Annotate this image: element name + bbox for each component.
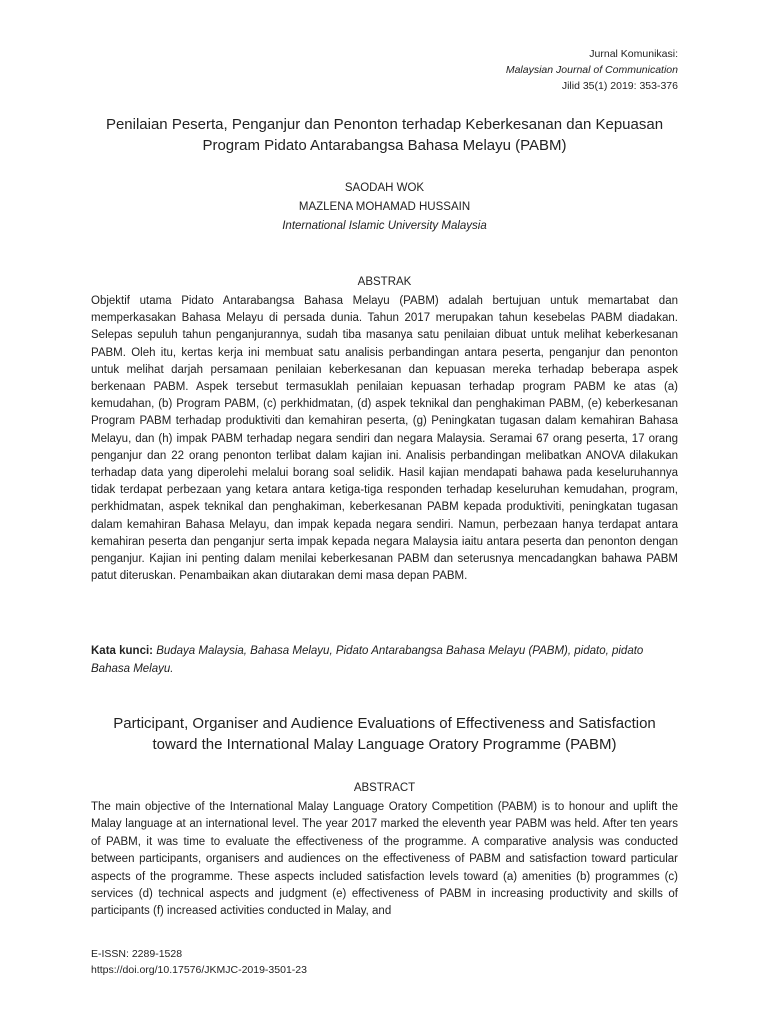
keywords [91,642,678,678]
title-malay-line1: Penilaian Peserta, Penganjur dan Penonton terhadap Keberkesanan dan Kepuasan [105,116,664,133]
keywords-label: Kata kunci: [91,645,153,657]
journal-name-english: Malaysian Journal of Communication [505,64,678,76]
doi-link[interactable]: https://doi.org/10.17576/JKMJC-2019-3501-23 [91,964,307,976]
journal-name: Jurnal Komunikasi: [589,48,678,60]
author-affiliation: International Islamic University Malaysia [282,220,487,232]
title-english-line2: toward the International Malay Language Oratory Programme (PABM) [152,736,617,753]
title-english-line1: Participant, Organiser and Audience Evaluations of Effectiveness and Satisfaction [113,715,656,732]
authors-block [91,179,678,236]
footer [91,946,307,978]
abstrak-body: Objektif utama Pidato Antarabangsa Bahasa Melayu (PABM) adalah bertujuan untuk memartabat dan memperkasakan Bahasa Melayu di persada dunia. Tahun 2017 merupakan tahun kesebelas PABM diadakan. Selepas sepuluh tahun penganjurannya, sudah tiba masanya satu penilaian dibuat untuk melihat keberkesanan PABM. Oleh itu, kertas kerja ini membuat satu analisis perbandingan antara peserta, penganjur dan penonton untuk melihat darjah persamaan penilaian keberkesanan dan kepuasan mereka terhadap beberapa aspek berkenaan PABM. Aspek tersebut termasuklah penilaian kepuasan terhadap program PABM ke atas (a) kemudahan, (b) Program PABM, (c) perkhidmatan, (d) aspek teknikal dan penghakiman PABM, (e) keberkesanan Program PABM terhadap produktiviti dan kemahiran peserta, (g) Peningkatan tugasan dalam kemahiran Bahasa Melayu, dan (h) impak PABM terhadap negara sendiri dan negara Malaysia. Seramai 67 orang peserta, 17 orang penganjur dan 22 orang penonton terlibat dalam kajian ini. Analisis perbandingan melibatkan ANOVA dilakukan terhadap data yang diperolehi melalui borang soal selidik. Hasil kajian mendapati bahawa pada keseluruhannya tidak terdapat perbezaan yang ketara antara ketiga-tiga responden terhadap keseluruhan kemudahan, program, perkhidmatan, aspek teknikal dan penghakiman, keberkesanan PABM kepada produktiviti, peningkatan tugasan dalam kemahiran Bahasa Melayu, dan impak kepada negara sendiri. Namun, perbezaan hanya terdapat antara kemahiran peserta dan penganjur serta impak kepada negara Malaysia iaitu antara peserta dan penonton dengan penganjur. Kajian ini penting dalam menilai keberkesanan PABM dan seterusnya mencadangkan bahawa PABM patut diteruskan. Penambaikan akan diutarakan demi masa depan PABM. [91,295,678,583]
eissn: E-ISSN: 2289-1528 [91,948,183,960]
title-english [91,713,678,755]
keywords-text: Budaya Malaysia, Bahasa Melayu, Pidato Antarabangsa Bahasa Melayu (PABM), pidato, pidato Bahasa Melayu. [91,645,644,675]
abstract-heading: ABSTRACT [353,782,416,794]
title-malay [91,114,678,156]
author-name: MAZLENA MOHAMAD HUSSAIN [298,201,471,213]
title-malay-line2: Program Pidato Antarabangsa Bahasa Melayu (PABM) [202,137,567,154]
journal-header [506,46,678,94]
journal-volume: Jilid 35(1) 2019: 353-376 [561,80,678,92]
abstract-body: The main objective of the International Malay Language Oratory Competition (PABM) is to honour and uplift the Malay language at an international level. The year 2017 marked the eleventh year PABM was held. After ten years of PABM, it was time to evaluate the effectiveness of the programme. A comparative analysis was conducted between participants, organisers and audiences on the effectiveness of PABM and satisfaction toward particular aspects of the programme. These aspects included satisfaction levels toward (a) amenities (b) programmes (c) services (d) technical aspects and judgment (e) effectiveness of PABM in increasing productivity and skills of participants (f) increased activities conducted in Malay, and [91,801,678,918]
author-name: SAODAH WOK [344,182,425,194]
paper-page [91,0,678,1024]
abstrak-heading: ABSTRAK [357,276,412,288]
